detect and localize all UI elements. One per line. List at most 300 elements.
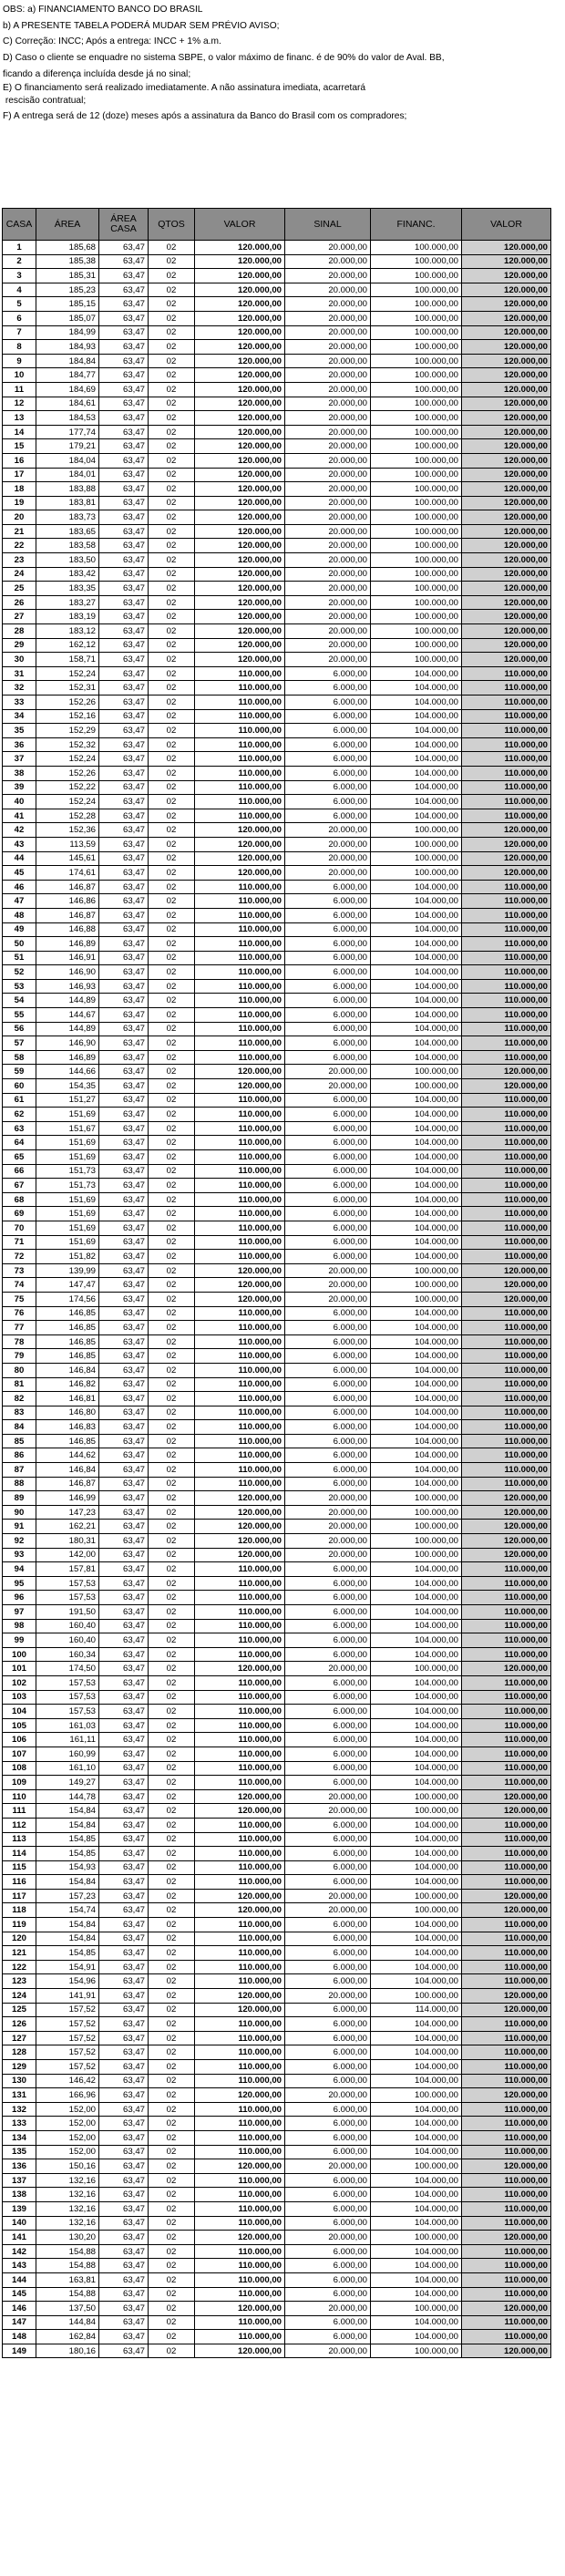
cell-qtos: 02 [149,908,195,922]
table-row [3,2315,551,2330]
cell-area-casa: 63,47 [99,524,149,539]
cell-valor-final: 120.000,00 [462,411,551,426]
cell-area: 154,35 [36,1079,99,1094]
cell-qtos: 02 [149,2188,195,2202]
cell-valor-final: 110.000,00 [462,1406,551,1420]
cell-financ: 104.000,00 [371,1619,462,1633]
cell-valor-final: 110.000,00 [462,1705,551,1719]
cell-qtos: 02 [149,382,195,397]
cell-qtos: 02 [149,1633,195,1648]
cell-financ: 104.000,00 [371,1847,462,1861]
cell-sinal: 6.000,00 [285,2031,371,2045]
cell-sinal: 6.000,00 [285,1406,371,1420]
cell-valor-final: 110.000,00 [462,1818,551,1832]
cell-sinal: 20.000,00 [285,2231,371,2245]
table-row [3,1860,551,1875]
cell-valor-final: 110.000,00 [462,1207,551,1221]
cell-valor-final: 120.000,00 [462,1989,551,2004]
cell-financ: 100.000,00 [371,1520,462,1534]
table-row [3,851,551,866]
cell-valor: 120.000,00 [195,2344,285,2358]
cell-sinal: 20.000,00 [285,851,371,866]
cell-area-casa: 63,47 [99,1392,149,1406]
cell-valor: 120.000,00 [195,2088,285,2103]
table-row [3,696,551,710]
cell-area: 152,24 [36,752,99,767]
cell-qtos: 02 [149,325,195,340]
cell-qtos: 02 [149,1534,195,1549]
cell-casa: 46 [3,880,36,894]
cell-area: 183,12 [36,624,99,639]
cell-area: 154,84 [36,1875,99,1890]
cell-area-casa: 63,47 [99,1448,149,1463]
cell-casa: 84 [3,1420,36,1435]
cell-valor: 120.000,00 [195,1534,285,1549]
cell-sinal: 6.000,00 [285,1647,371,1662]
cell-financ: 100.000,00 [371,1662,462,1676]
cell-valor-final: 110.000,00 [462,1562,551,1577]
note-line: F) A entrega será de 12 (doze) meses após a assinatura da Banco do Brasil com os compradores; [3,111,407,122]
cell-area-casa: 63,47 [99,1619,149,1633]
cell-area-casa: 63,47 [99,908,149,922]
cell-valor-final: 110.000,00 [462,2145,551,2159]
table-row [3,1306,551,1321]
cell-area-casa: 63,47 [99,1022,149,1036]
cell-valor-final: 110.000,00 [462,1235,551,1250]
cell-sinal: 20.000,00 [285,1789,371,1804]
cell-sinal: 20.000,00 [285,837,371,851]
cell-financ: 100.000,00 [371,1263,462,1278]
cell-casa: 88 [3,1477,36,1491]
cell-valor: 120.000,00 [195,1505,285,1520]
table-row [3,951,551,965]
cell-area: 157,53 [36,1675,99,1690]
table-row [3,1463,551,1478]
cell-valor-final: 110.000,00 [462,2287,551,2302]
cell-valor-final: 110.000,00 [462,1392,551,1406]
cell-sinal: 6.000,00 [285,666,371,681]
cell-valor-final: 120.000,00 [462,2344,551,2358]
cell-area: 177,74 [36,425,99,439]
cell-area-casa: 63,47 [99,2315,149,2330]
cell-qtos: 02 [149,1974,195,1989]
cell-valor-final: 110.000,00 [462,2031,551,2045]
cell-area-casa: 63,47 [99,922,149,937]
cell-casa: 34 [3,709,36,724]
cell-qtos: 02 [149,1463,195,1478]
cell-area-casa: 63,47 [99,582,149,596]
cell-qtos: 02 [149,2159,195,2174]
cell-area: 161,11 [36,1733,99,1747]
cell-valor: 110.000,00 [195,1306,285,1321]
cell-casa: 40 [3,795,36,809]
cell-sinal: 20.000,00 [285,638,371,653]
cell-valor-final: 120.000,00 [462,269,551,283]
cell-valor-final: 110.000,00 [462,1605,551,1620]
header-area: ÁREA [36,209,99,241]
cell-area-casa: 63,47 [99,994,149,1008]
cell-sinal: 20.000,00 [285,283,371,297]
cell-area-casa: 63,47 [99,823,149,838]
table-row [3,1377,551,1392]
cell-area-casa: 63,47 [99,638,149,653]
cell-financ: 100.000,00 [371,866,462,881]
cell-sinal: 6.000,00 [285,965,371,980]
cell-valor: 120.000,00 [195,482,285,497]
cell-area: 185,15 [36,297,99,312]
table-row [3,340,551,355]
cell-area: 146,90 [36,965,99,980]
cell-sinal: 20.000,00 [285,1263,371,1278]
cell-valor-final: 120.000,00 [462,1263,551,1278]
table-row [3,1818,551,1832]
cell-qtos: 02 [149,866,195,881]
cell-valor-final: 110.000,00 [462,2315,551,2330]
cell-casa: 140 [3,2216,36,2231]
cell-valor: 110.000,00 [195,696,285,710]
cell-valor-final: 110.000,00 [462,1121,551,1136]
cell-area-casa: 63,47 [99,894,149,909]
cell-casa: 75 [3,1292,36,1306]
cell-valor: 120.000,00 [195,1903,285,1918]
cell-qtos: 02 [149,724,195,738]
cell-valor-final: 110.000,00 [462,1776,551,1790]
cell-valor: 110.000,00 [195,795,285,809]
cell-financ: 104.000,00 [371,2060,462,2075]
table-row [3,368,551,383]
cell-financ: 104.000,00 [371,1718,462,1733]
cell-valor-final: 110.000,00 [462,2060,551,2075]
cell-casa: 83 [3,1406,36,1420]
cell-valor: 110.000,00 [195,1207,285,1221]
table-row [3,382,551,397]
cell-area: 132,16 [36,2216,99,2231]
table-row [3,1562,551,1577]
cell-financ: 104.000,00 [371,2031,462,2045]
cell-qtos: 02 [149,1960,195,1974]
cell-financ: 100.000,00 [371,539,462,553]
cell-qtos: 02 [149,2088,195,2103]
cell-sinal: 6.000,00 [285,1136,371,1150]
cell-financ: 104.000,00 [371,1050,462,1065]
cell-financ: 100.000,00 [371,1889,462,1903]
cell-casa: 137 [3,2173,36,2188]
cell-area: 151,69 [36,1207,99,1221]
cell-valor-final: 110.000,00 [462,1946,551,1961]
cell-casa: 149 [3,2344,36,2358]
cell-area: 157,81 [36,1562,99,1577]
cell-qtos: 02 [149,1179,195,1193]
cell-qtos: 02 [149,2003,195,2017]
cell-valor: 110.000,00 [195,1192,285,1207]
cell-valor: 110.000,00 [195,1036,285,1051]
cell-casa: 51 [3,951,36,965]
table-row [3,1263,551,1278]
cell-financ: 104.000,00 [371,1334,462,1349]
cell-valor: 120.000,00 [195,1263,285,1278]
cell-casa: 100 [3,1647,36,1662]
cell-area: 160,40 [36,1619,99,1633]
cell-valor-final: 110.000,00 [462,1349,551,1364]
cell-area: 152,24 [36,795,99,809]
table-row [3,1065,551,1079]
cell-valor: 110.000,00 [195,1675,285,1690]
cell-sinal: 20.000,00 [285,397,371,411]
cell-casa: 31 [3,666,36,681]
header-sinal: SINAL [285,209,371,241]
cell-area: 144,89 [36,1022,99,1036]
cell-qtos: 02 [149,2330,195,2344]
cell-sinal: 6.000,00 [285,1733,371,1747]
cell-area: 157,52 [36,2060,99,2075]
cell-qtos: 02 [149,2017,195,2032]
table-row [3,937,551,952]
cell-area-casa: 63,47 [99,1690,149,1705]
cell-valor-final: 120.000,00 [462,468,551,482]
cell-casa: 134 [3,2130,36,2145]
cell-area-casa: 63,47 [99,2272,149,2287]
cell-financ: 100.000,00 [371,851,462,866]
cell-qtos: 02 [149,2259,195,2273]
cell-casa: 139 [3,2201,36,2216]
cell-area: 183,27 [36,595,99,610]
cell-qtos: 02 [149,894,195,909]
cell-financ: 100.000,00 [371,325,462,340]
table-row [3,1235,551,1250]
cell-sinal: 6.000,00 [285,1363,371,1377]
cell-qtos: 02 [149,2244,195,2259]
cell-financ: 104.000,00 [371,724,462,738]
table-row [3,1420,551,1435]
cell-financ: 100.000,00 [371,425,462,439]
cell-area-casa: 63,47 [99,1960,149,1974]
cell-casa: 147 [3,2315,36,2330]
cell-area-casa: 63,47 [99,1263,149,1278]
cell-valor: 110.000,00 [195,1918,285,1932]
cell-area-casa: 63,47 [99,1235,149,1250]
cell-casa: 74 [3,1278,36,1293]
cell-sinal: 6.000,00 [285,709,371,724]
cell-valor: 110.000,00 [195,922,285,937]
table-row [3,2231,551,2245]
cell-area: 132,16 [36,2201,99,2216]
cell-financ: 104.000,00 [371,937,462,952]
table-row [3,411,551,426]
cell-sinal: 20.000,00 [285,1505,371,1520]
cell-financ: 104.000,00 [371,709,462,724]
cell-financ: 104.000,00 [371,1250,462,1264]
cell-valor: 120.000,00 [195,1079,285,1094]
cell-casa: 129 [3,2060,36,2075]
cell-area: 157,52 [36,2031,99,2045]
cell-area: 146,84 [36,1463,99,1478]
table-row [3,269,551,283]
cell-area-casa: 63,47 [99,2045,149,2060]
cell-valor: 110.000,00 [195,1250,285,1264]
cell-qtos: 02 [149,482,195,497]
cell-area-casa: 63,47 [99,951,149,965]
cell-sinal: 6.000,00 [285,1761,371,1776]
cell-area-casa: 63,47 [99,2330,149,2344]
cell-valor: 120.000,00 [195,2231,285,2245]
cell-casa: 10 [3,368,36,383]
cell-qtos: 02 [149,1150,195,1165]
cell-valor-final: 110.000,00 [462,666,551,681]
cell-valor-final: 110.000,00 [462,780,551,795]
table-header-row [3,209,551,241]
cell-casa: 49 [3,922,36,937]
cell-financ: 104.000,00 [371,1008,462,1023]
cell-financ: 104.000,00 [371,737,462,752]
cell-area: 146,90 [36,1036,99,1051]
cell-sinal: 6.000,00 [285,1832,371,1847]
cell-valor-final: 110.000,00 [462,2330,551,2344]
cell-valor: 120.000,00 [195,311,285,325]
cell-qtos: 02 [149,1932,195,1946]
cell-financ: 100.000,00 [371,340,462,355]
cell-casa: 4 [3,283,36,297]
cell-area-casa: 63,47 [99,1491,149,1506]
cell-sinal: 6.000,00 [285,2272,371,2287]
cell-area-casa: 63,47 [99,2031,149,2045]
cell-financ: 100.000,00 [371,241,462,255]
cell-financ: 100.000,00 [371,1491,462,1506]
cell-financ: 104.000,00 [371,780,462,795]
cell-qtos: 02 [149,766,195,780]
cell-area: 162,12 [36,638,99,653]
cell-financ: 104.000,00 [371,1918,462,1932]
cell-valor-final: 120.000,00 [462,1520,551,1534]
cell-sinal: 6.000,00 [285,1334,371,1349]
cell-area: 130,20 [36,2231,99,2245]
cell-area-casa: 63,47 [99,1576,149,1591]
cell-area-casa: 63,47 [99,1377,149,1392]
cell-area-casa: 63,47 [99,1278,149,1293]
cell-area-casa: 63,47 [99,1705,149,1719]
table-row [3,724,551,738]
cell-valor: 120.000,00 [195,397,285,411]
table-row [3,1207,551,1221]
cell-financ: 104.000,00 [371,1747,462,1761]
cell-sinal: 6.000,00 [285,1434,371,1448]
table-row [3,311,551,325]
cell-financ: 104.000,00 [371,1306,462,1321]
cell-area: 152,32 [36,737,99,752]
cell-valor: 120.000,00 [195,510,285,525]
cell-qtos: 02 [149,1221,195,1235]
cell-sinal: 6.000,00 [285,1235,371,1250]
header-area-casa: ÁREA CASA [99,209,149,241]
cell-sinal: 6.000,00 [285,1576,371,1591]
cell-financ: 104.000,00 [371,1875,462,1890]
cell-financ: 100.000,00 [371,553,462,568]
cell-area-casa: 63,47 [99,439,149,454]
cell-area: 146,87 [36,880,99,894]
cell-casa: 123 [3,1974,36,1989]
cell-qtos: 02 [149,1690,195,1705]
table-row [3,1093,551,1108]
table-row [3,1605,551,1620]
cell-casa: 80 [3,1363,36,1377]
table-row [3,1448,551,1463]
cell-valor-final: 120.000,00 [462,382,551,397]
cell-area: 179,21 [36,439,99,454]
table-row [3,2173,551,2188]
cell-valor-final: 110.000,00 [462,1647,551,1662]
cell-valor-final: 120.000,00 [462,1079,551,1094]
cell-financ: 104.000,00 [371,795,462,809]
cell-financ: 104.000,00 [371,1761,462,1776]
cell-valor-final: 110.000,00 [462,1619,551,1633]
cell-area: 154,84 [36,1818,99,1832]
cell-sinal: 20.000,00 [285,325,371,340]
cell-financ: 104.000,00 [371,1164,462,1179]
table-row [3,241,551,255]
cell-area-casa: 63,47 [99,567,149,582]
cell-area: 152,00 [36,2117,99,2131]
cell-sinal: 20.000,00 [285,340,371,355]
cell-area-casa: 63,47 [99,837,149,851]
cell-casa: 54 [3,994,36,1008]
cell-financ: 104.000,00 [371,1705,462,1719]
cell-sinal: 6.000,00 [285,1306,371,1321]
cell-area: 180,31 [36,1534,99,1549]
cell-qtos: 02 [149,397,195,411]
cell-qtos: 02 [149,994,195,1008]
cell-area-casa: 63,47 [99,1847,149,1861]
cell-sinal: 6.000,00 [285,2188,371,2202]
cell-area: 144,84 [36,2315,99,2330]
cell-sinal: 6.000,00 [285,1448,371,1463]
cell-qtos: 02 [149,1108,195,1122]
cell-valor-final: 110.000,00 [462,1150,551,1165]
cell-financ: 104.000,00 [371,2045,462,2060]
cell-qtos: 02 [149,1278,195,1293]
cell-valor: 110.000,00 [195,1705,285,1719]
cell-area-casa: 63,47 [99,2244,149,2259]
cell-area-casa: 63,47 [99,241,149,255]
cell-area: 154,85 [36,1946,99,1961]
cell-valor-final: 110.000,00 [462,2173,551,2188]
cell-area-casa: 63,47 [99,2344,149,2358]
cell-area: 139,99 [36,1263,99,1278]
cell-financ: 104.000,00 [371,1420,462,1435]
cell-valor: 120.000,00 [195,425,285,439]
cell-qtos: 02 [149,2074,195,2088]
cell-qtos: 02 [149,1377,195,1392]
cell-casa: 25 [3,582,36,596]
cell-area-casa: 63,47 [99,340,149,355]
cell-valor-final: 110.000,00 [462,2117,551,2131]
cell-sinal: 6.000,00 [285,1690,371,1705]
cell-valor-final: 110.000,00 [462,766,551,780]
cell-financ: 100.000,00 [371,468,462,482]
cell-valor-final: 110.000,00 [462,979,551,994]
table-row [3,582,551,596]
cell-valor: 120.000,00 [195,1520,285,1534]
cell-qtos: 02 [149,1406,195,1420]
cell-area-casa: 63,47 [99,2003,149,2017]
cell-valor-final: 110.000,00 [462,1036,551,1051]
cell-casa: 113 [3,1832,36,1847]
cell-area-casa: 63,47 [99,709,149,724]
cell-valor: 110.000,00 [195,1121,285,1136]
cell-valor: 120.000,00 [195,439,285,454]
cell-area: 152,29 [36,724,99,738]
cell-qtos: 02 [149,1434,195,1448]
cell-area: 152,22 [36,780,99,795]
cell-valor: 110.000,00 [195,1349,285,1364]
